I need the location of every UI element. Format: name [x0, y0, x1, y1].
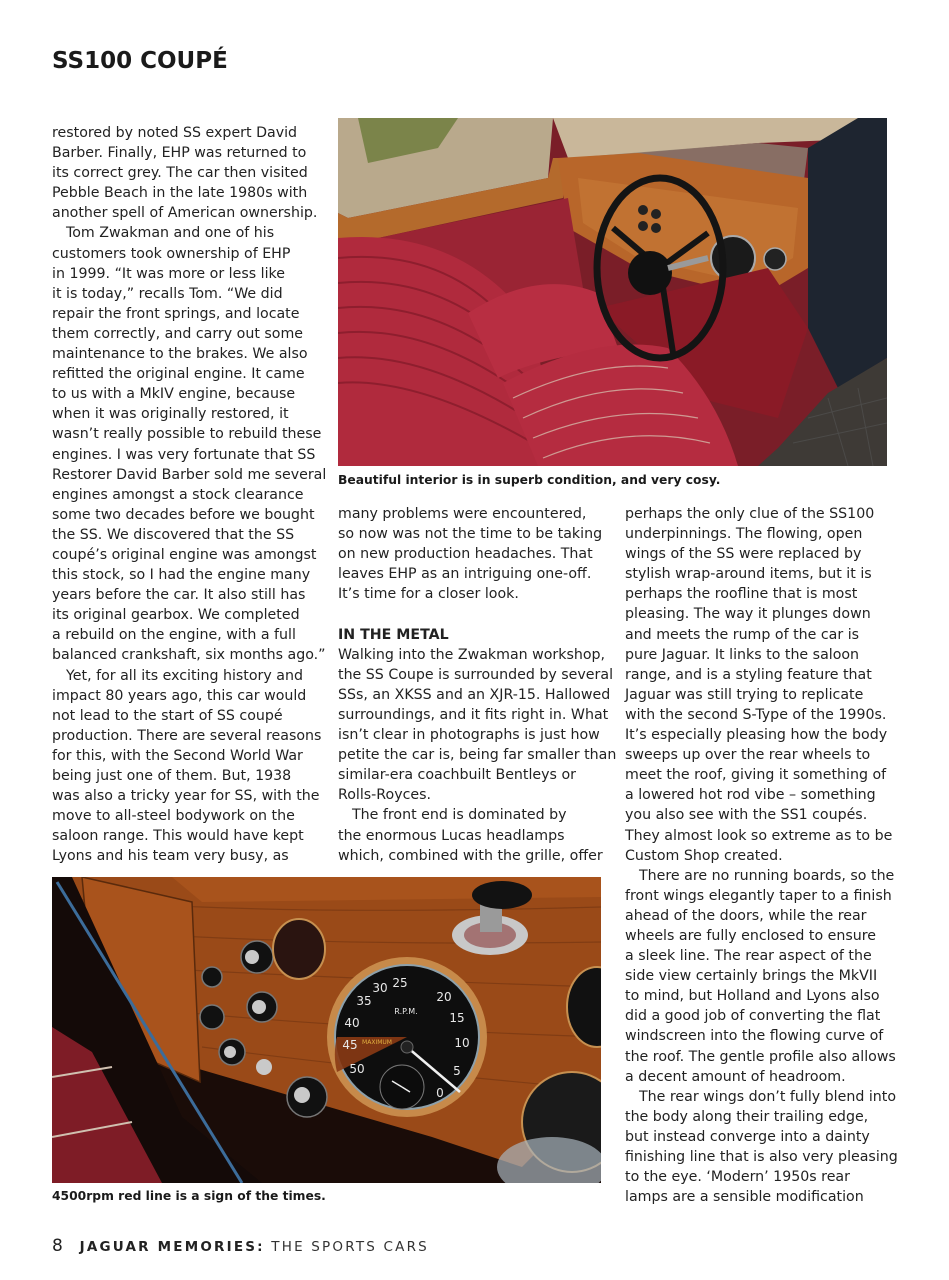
article-column-2: [338, 504, 617, 866]
text-line: but instead converge into a dainty: [625, 1128, 870, 1145]
text-line: stylish wrap-around items, but it is: [625, 566, 872, 583]
text-line: perhaps the roofline that is most: [625, 586, 858, 603]
svg-text:10: 10: [454, 1036, 470, 1050]
text-line: years before the car. It also still has: [52, 587, 306, 604]
text-line: to the eye. ‘Modern’ 1950s rear: [625, 1169, 850, 1186]
text-line: maintenance to the brakes. We also: [52, 346, 308, 363]
text-line: was also a tricky year for SS, with the: [52, 788, 320, 805]
svg-text:15: 15: [449, 1011, 465, 1025]
svg-text:25: 25: [392, 976, 408, 990]
text-line: SSs, an XKSS and an XJR-15. Hallowed: [338, 686, 611, 703]
text-line: for this, with the Second World War: [52, 747, 303, 764]
text-line: its original gearbox. We completed: [52, 607, 300, 624]
text-line: Lyons and his team very busy, as: [52, 848, 289, 865]
text-line: The front end is dominated by: [352, 807, 567, 824]
text-line: wings of the SS were replaced by: [625, 546, 862, 563]
text-line: sweeps up over the rear wheels to: [625, 747, 871, 764]
text-line: its correct grey. The car then visited: [52, 165, 308, 182]
text-line: to us with a MkIV engine, because: [52, 386, 296, 403]
text-line: ahead of the doors, while the rear: [625, 907, 867, 924]
text-line: wasn’t really possible to rebuild these: [52, 426, 322, 443]
text-line: balanced crankshaft, six months ago.”: [52, 647, 326, 664]
text-line: saloon range. This would have kept: [52, 828, 304, 845]
text-line: pleasing. The way it plunges down: [625, 606, 871, 623]
text-line: Rolls-Royces.: [338, 787, 432, 804]
text-line: range, and is a styling feature that: [625, 666, 872, 683]
text-line: the enormous Lucas headlamps: [338, 827, 565, 844]
text-line: side view certainly brings the MkVII: [625, 968, 878, 985]
page-number: 8: [52, 1236, 63, 1256]
text-line: windscreen into the flowing curve of: [625, 1028, 884, 1045]
text-line: you also see with the SS1 coupés.: [625, 807, 868, 824]
text-line: in 1999. “It was more or less like: [52, 265, 285, 282]
text-line: a sleek line. The rear aspect of the: [625, 948, 872, 965]
text-line: a rebuild on the engine, with a full: [52, 627, 296, 644]
svg-text:5: 5: [453, 1064, 461, 1078]
text-line: lamps are a sensible modification: [625, 1189, 864, 1206]
text-line: Barber. Finally, EHP was returned to: [52, 145, 307, 162]
text-line: They almost look so extreme as to be: [625, 827, 893, 844]
text-line: the SS. We discovered that the SS: [52, 526, 295, 543]
text-line: a lowered hot rod vibe – something: [625, 787, 876, 804]
text-line: the SS Coupe is surrounded by several: [338, 666, 614, 683]
text-line: impact 80 years ago, this car would: [52, 687, 307, 704]
article-column-1: [52, 123, 327, 866]
text-line: wheels are fully enclosed to ensure: [625, 927, 877, 944]
dashboard-illustration: [52, 877, 601, 1183]
text-line: another spell of American ownership.: [52, 205, 318, 222]
text-line: It’s especially pleasing how the body: [625, 727, 888, 744]
text-line: and meets the rump of the car is: [625, 626, 860, 643]
section-heading: IN THE METAL: [338, 626, 449, 643]
text-line: front wings elegantly taper to a finish: [625, 887, 892, 904]
text-line: petite the car is, being far smaller than: [338, 747, 617, 764]
dashboard-photo-caption: 4500rpm red line is a sign of the times.: [52, 1189, 326, 1203]
text-line: There are no running boards, so the: [639, 867, 895, 884]
text-line: production. There are several reasons: [52, 727, 322, 744]
text-line: perhaps the only clue of the SS100: [625, 506, 875, 522]
svg-text:20: 20: [436, 990, 452, 1004]
text-line: underpinnings. The flowing, open: [625, 526, 863, 543]
text-line: the roof. The gentle profile also allows: [625, 1048, 896, 1065]
svg-text:45: 45: [342, 1038, 358, 1052]
text-line: being just one of them. But, 1938: [52, 768, 292, 784]
text-line: when it was originally restored, it: [52, 406, 289, 423]
text-line: finishing line that is also very pleasing: [625, 1149, 898, 1165]
page-footer: [52, 1236, 429, 1256]
text-line: repair the front springs, and locate: [52, 305, 300, 322]
dashboard-photo: [52, 877, 601, 1183]
text-line: Yet, for all its exciting history and: [66, 667, 303, 684]
text-line: refitted the original engine. It came: [52, 366, 305, 383]
text-line: on new production headaches. That: [338, 546, 593, 563]
svg-text:R.P.M.: R.P.M.: [394, 1007, 418, 1016]
text-line: it is today,” recalls Tom. “We did: [52, 285, 283, 302]
text-line: the body along their trailing edge,: [625, 1108, 869, 1125]
text-line: so now was not the time to be taking: [338, 526, 603, 543]
text-line: this stock, so I had the engine many: [52, 567, 311, 584]
text-line: Custom Shop created.: [625, 847, 783, 864]
text-line: similar-era coachbuilt Bentleys or: [338, 767, 576, 784]
text-line: many problems were encountered,: [338, 506, 587, 522]
text-line: Pebble Beach in the late 1980s with: [52, 185, 308, 202]
text-line: engines. I was very fortunate that SS: [52, 446, 316, 463]
svg-text:50: 50: [349, 1062, 365, 1076]
text-line: which, combined with the grille, offer: [338, 847, 603, 864]
interior-photo: [338, 118, 887, 466]
text-line: not lead to the start of SS coupé: [52, 707, 283, 724]
text-line: them correctly, and carry out some: [52, 325, 304, 342]
text-line: Tom Zwakman and one of his: [66, 225, 275, 242]
text-line: The rear wings don’t fully blend into: [639, 1088, 897, 1105]
text-line: did a good job of converting the flat: [625, 1008, 881, 1025]
text-line: meet the roof, giving it something of: [625, 767, 887, 784]
article-column-3: [625, 504, 898, 1207]
text-line: coupé’s original engine was amongst: [52, 546, 317, 563]
text-line: It’s time for a closer look.: [338, 586, 519, 603]
svg-text:0: 0: [436, 1086, 444, 1100]
text-line: Walking into the Zwakman workshop,: [338, 646, 606, 663]
text-line: a decent amount of headroom.: [625, 1068, 846, 1085]
text-line: to mind, but Holland and Lyons also: [625, 988, 880, 1005]
text-line: [338, 604, 608, 624]
section-name: THE SPORTS CARS: [264, 1239, 429, 1255]
text-line: leaves EHP as an intriguing one-off.: [338, 566, 592, 583]
text-line: pure Jaguar. It links to the saloon: [625, 646, 860, 663]
page-title: SS100 COUPÉ: [52, 48, 228, 74]
svg-text:35: 35: [356, 994, 372, 1008]
svg-text:30: 30: [372, 981, 388, 995]
text-line: surroundings, and it fits right in. What: [338, 706, 609, 723]
text-line: isn’t clear in photographs is just how: [338, 727, 600, 744]
interior-illustration: [338, 118, 887, 466]
text-line: Jaguar was still trying to replicate: [625, 686, 864, 703]
text-line: with the second S-Type of the 1990s.: [625, 706, 887, 723]
text-line: customers took ownership of EHP: [52, 245, 291, 262]
svg-text:40: 40: [344, 1016, 360, 1030]
text-line: some two decades before we bought: [52, 506, 315, 523]
text-line: move to all-steel bodywork on the: [52, 808, 295, 825]
text-line: Restorer David Barber sold me several: [52, 466, 327, 483]
svg-text:MAXIMUM: MAXIMUM: [362, 1039, 392, 1046]
text-line: engines amongst a stock clearance: [52, 486, 304, 503]
publication-name: JAGUAR MEMORIES:: [79, 1239, 265, 1255]
interior-photo-caption: Beautiful interior is in superb condition, and very cosy.: [338, 473, 721, 487]
text-line: restored by noted SS expert David: [52, 125, 298, 141]
